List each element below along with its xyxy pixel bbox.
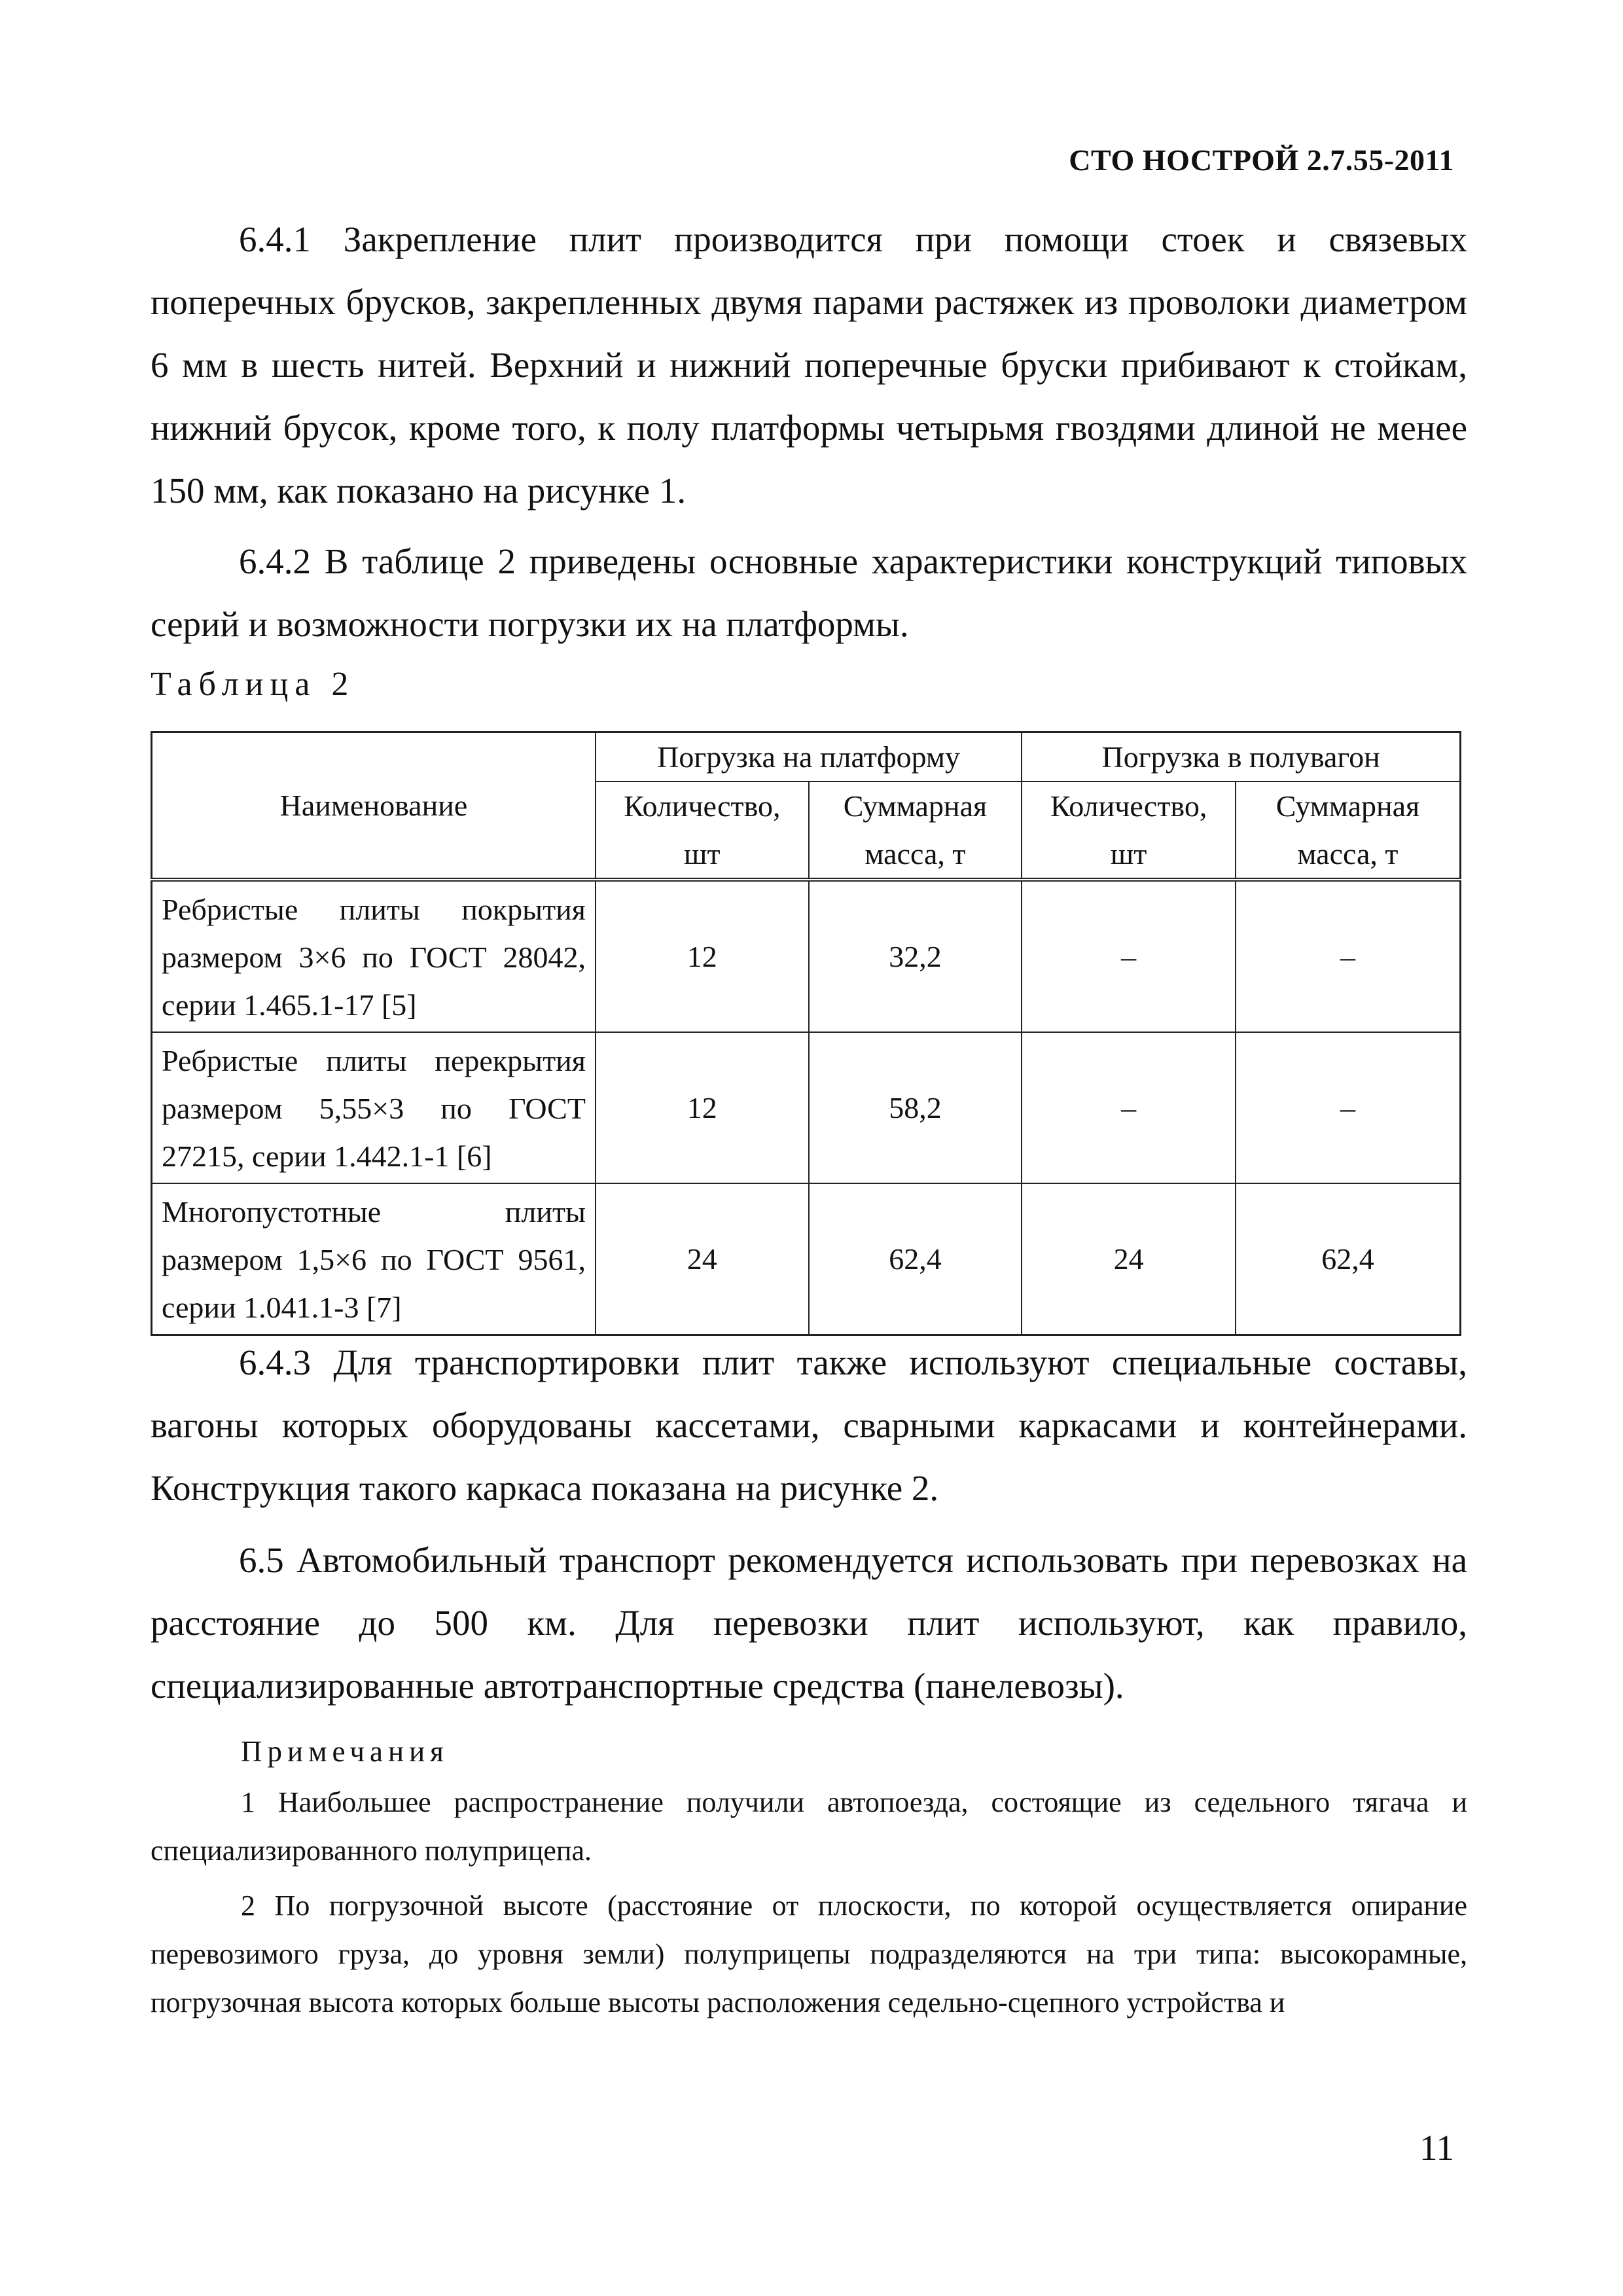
cell-platform-mass: 58,2 xyxy=(809,1032,1022,1183)
cell-wagon-qty: 24 xyxy=(1022,1183,1236,1335)
section-6-5 xyxy=(151,1529,1467,1717)
table-row xyxy=(152,1183,1461,1335)
row-name: Многопустотные плиты размером 1,5×6 по ГОСТ 9561, серии 1.041.1-3 [7] xyxy=(152,1183,596,1335)
table-row xyxy=(152,1032,1461,1183)
document-header: СТО НОСТРОЙ 2.7.55-2011 xyxy=(1069,143,1454,177)
header-platform-qty: Количество, шт xyxy=(596,781,809,880)
table-caption: Таблица 2 xyxy=(151,666,355,703)
cell-platform-qty: 12 xyxy=(596,880,809,1032)
header-name: Наименование xyxy=(152,732,596,880)
cell-platform-mass: 62,4 xyxy=(809,1183,1022,1335)
header-wagon: Погрузка в полувагон xyxy=(1022,732,1460,782)
paragraph-6-5: 6.5 Автомобильный транспорт рекомендуется использовать при перевозках на расстояние до 500 км. Для перевозки плит используют, как правило, специализированные автотранспортные средства (панелевозы). xyxy=(151,1540,1467,1706)
row-name: Ребристые плиты покрытия размером 3×6 по ГОСТ 28042, серии 1.465.1-17 [5] xyxy=(152,880,596,1032)
header-wagon-qty: Количество, шт xyxy=(1022,781,1236,880)
notes xyxy=(151,1778,1467,2027)
note-1: 1 Наибольшее распространение получили автопоезда, состоящие из седельного тягача и специализированного полуприцепа. xyxy=(151,1786,1467,1867)
row-name: Ребристые плиты перекрытия размером 5,55×3 по ГОСТ 27215, серии 1.442.1-1 [6] xyxy=(152,1032,596,1183)
header-platform: Погрузка на платформу xyxy=(596,732,1022,782)
cell-platform-qty: 24 xyxy=(596,1183,809,1335)
note-2: 2 По погрузочной высоте (расстояние от плоскости, по которой осуществляется опирание перевозимого груза, до уровня земли) полуприцепы подразделяются на три типа: высокорамные, погрузочная высота которых больше высоты расположения седельно-сцепного устройства и xyxy=(151,1890,1467,2018)
paragraph-6-4-1: 6.4.1 Закрепление плит производится при помощи стоек и связевых поперечных брусков, закрепленных двумя парами растяжек из проволоки диаметром 6 мм в шесть нитей. Верхний и нижний поперечные бруски прибивают к стойкам, нижний брусок, кроме того, к полу платформы четырьмя гвоздями длиной не менее 150 мм, как показано на рисунке 1. xyxy=(151,219,1467,511)
table-row xyxy=(152,880,1461,1032)
paragraph-6-4-2: 6.4.2 В таблице 2 приведены основные характеристики конструкций типовых серий и возможности погрузки их на платформы. xyxy=(151,541,1467,644)
cell-platform-qty: 12 xyxy=(596,1032,809,1183)
cell-wagon-mass: – xyxy=(1236,1032,1461,1183)
section-6-4-1 xyxy=(151,208,1467,522)
notes-title: Примечания xyxy=(241,1735,449,1768)
cell-platform-mass: 32,2 xyxy=(809,880,1022,1032)
header-platform-mass: Суммарная масса, т xyxy=(809,781,1022,880)
cell-wagon-qty: – xyxy=(1022,1032,1236,1183)
cell-wagon-mass: 62,4 xyxy=(1236,1183,1461,1335)
section-6-4-3 xyxy=(151,1331,1467,1520)
section-6-4-2 xyxy=(151,530,1467,656)
cell-wagon-qty: – xyxy=(1022,880,1236,1032)
cell-wagon-mass: – xyxy=(1236,880,1461,1032)
paragraph-6-4-3: 6.4.3 Для транспортировки плит также используют специальные составы, вагоны которых оборудованы кассетами, сварными каркасами и контейнерами. Конструкция такого каркаса показана на рисунке 2. xyxy=(151,1342,1467,1508)
page-number: 11 xyxy=(1419,2128,1454,2168)
table-2 xyxy=(151,731,1461,1336)
header-wagon-mass: Суммарная масса, т xyxy=(1236,781,1461,880)
